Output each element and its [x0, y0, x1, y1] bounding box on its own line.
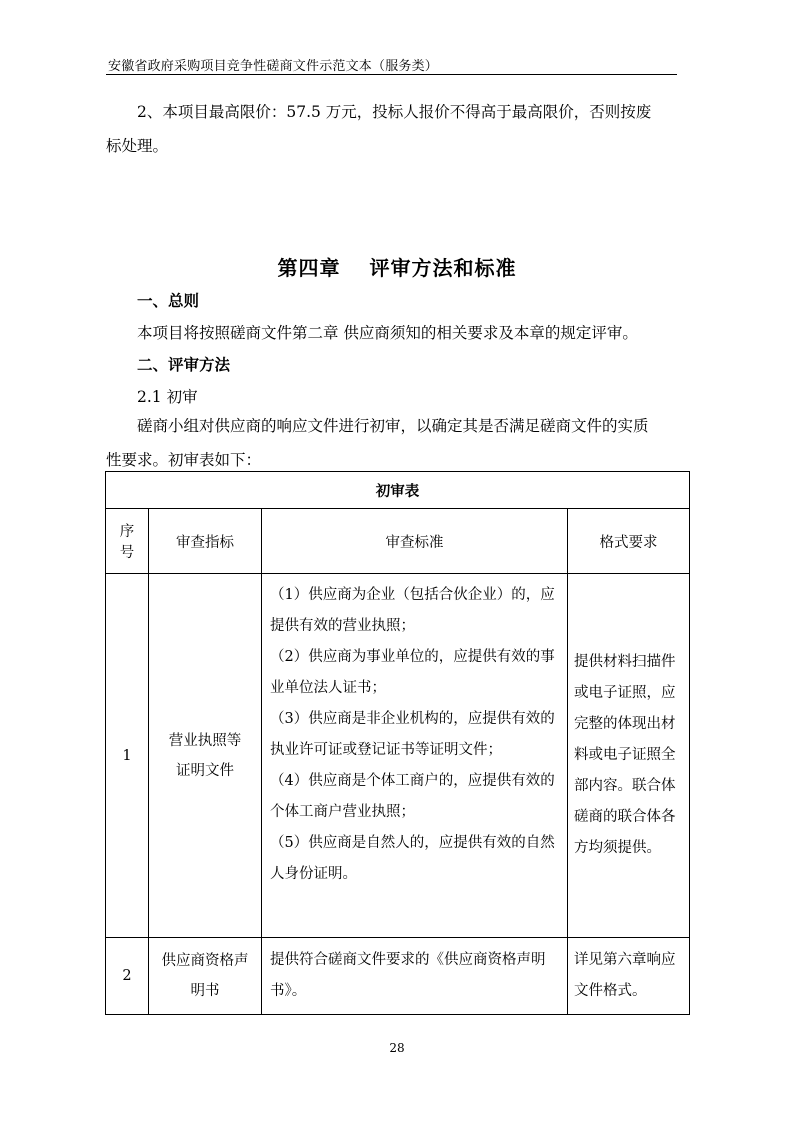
page-number: 28 — [389, 1041, 405, 1055]
row-indicator: 营业执照等 证明文件 — [149, 574, 262, 938]
header-indicator: 审查指标 — [149, 509, 262, 574]
section2-heading: 二、评审方法 — [137, 355, 231, 374]
row-index: 1 — [106, 574, 149, 938]
header-format: 格式要求 — [568, 509, 690, 574]
section2-text-line-2: 性要求。初审表如下： — [106, 451, 262, 469]
row-index: 2 — [106, 938, 149, 1015]
row-standard — [262, 574, 568, 938]
section2-text-line-1: 磋商小组对供应商的响应文件进行初审，以确定其是否满足磋商文件的实质 — [137, 417, 649, 435]
intro-line-1: 2、本项目最高限价：57.5 万元，投标人报价不得高于最高限价，否则按废 — [137, 103, 652, 121]
section2-subheading: 2.1 初审 — [137, 388, 198, 406]
row-format: 提供材料扫描件或电子证照，应完整的体现出材料或电子证照全部内容。联合体磋商的联合体各方均须提供。 — [568, 574, 690, 938]
header-rule — [106, 74, 677, 75]
section2-paragraph — [106, 409, 686, 477]
section1-text: 本项目将按照磋商文件第二章 供应商须知的相关要求及本章的规定评审。 — [137, 324, 638, 342]
standard-item: （2）供应商为事业单位的，应提供有效的事业单位法人证书； — [270, 649, 555, 696]
table-title: 初审表 — [106, 472, 690, 509]
review-table — [105, 471, 690, 1015]
standard-item: （3）供应商是非企业机构的，应提供有效的执业许可证或登记证书等证明文件； — [270, 711, 555, 758]
header-standard: 审查标准 — [262, 509, 568, 574]
row-format: 详见第六章响应文件格式。 — [568, 938, 690, 1015]
table-row — [106, 574, 690, 938]
section1-heading: 一、总则 — [137, 291, 200, 310]
header-index: 序 号 — [106, 509, 149, 574]
chapter-title: 第四章 评审方法和标准 — [277, 256, 517, 280]
table-row — [106, 938, 690, 1015]
intro-paragraph — [106, 95, 686, 163]
table-header-row — [106, 509, 690, 574]
standard-item: （1）供应商为企业（包括合伙企业）的，应提供有效的营业执照； — [270, 587, 555, 634]
page-header: 安徽省政府采购项目竞争性磋商文件示范文本（服务类） — [108, 59, 439, 74]
intro-line-2: 标处理。 — [106, 137, 169, 155]
standard-item: （5）供应商是自然人的，应提供有效的自然人身份证明。 — [270, 835, 555, 882]
standard-item: （4）供应商是个体工商户的，应提供有效的个体工商户营业执照； — [270, 773, 555, 820]
row-indicator: 供应商资格声 明书 — [149, 938, 262, 1015]
row-standard: 提供符合磋商文件要求的《供应商资格声明书》。 — [262, 938, 568, 1015]
